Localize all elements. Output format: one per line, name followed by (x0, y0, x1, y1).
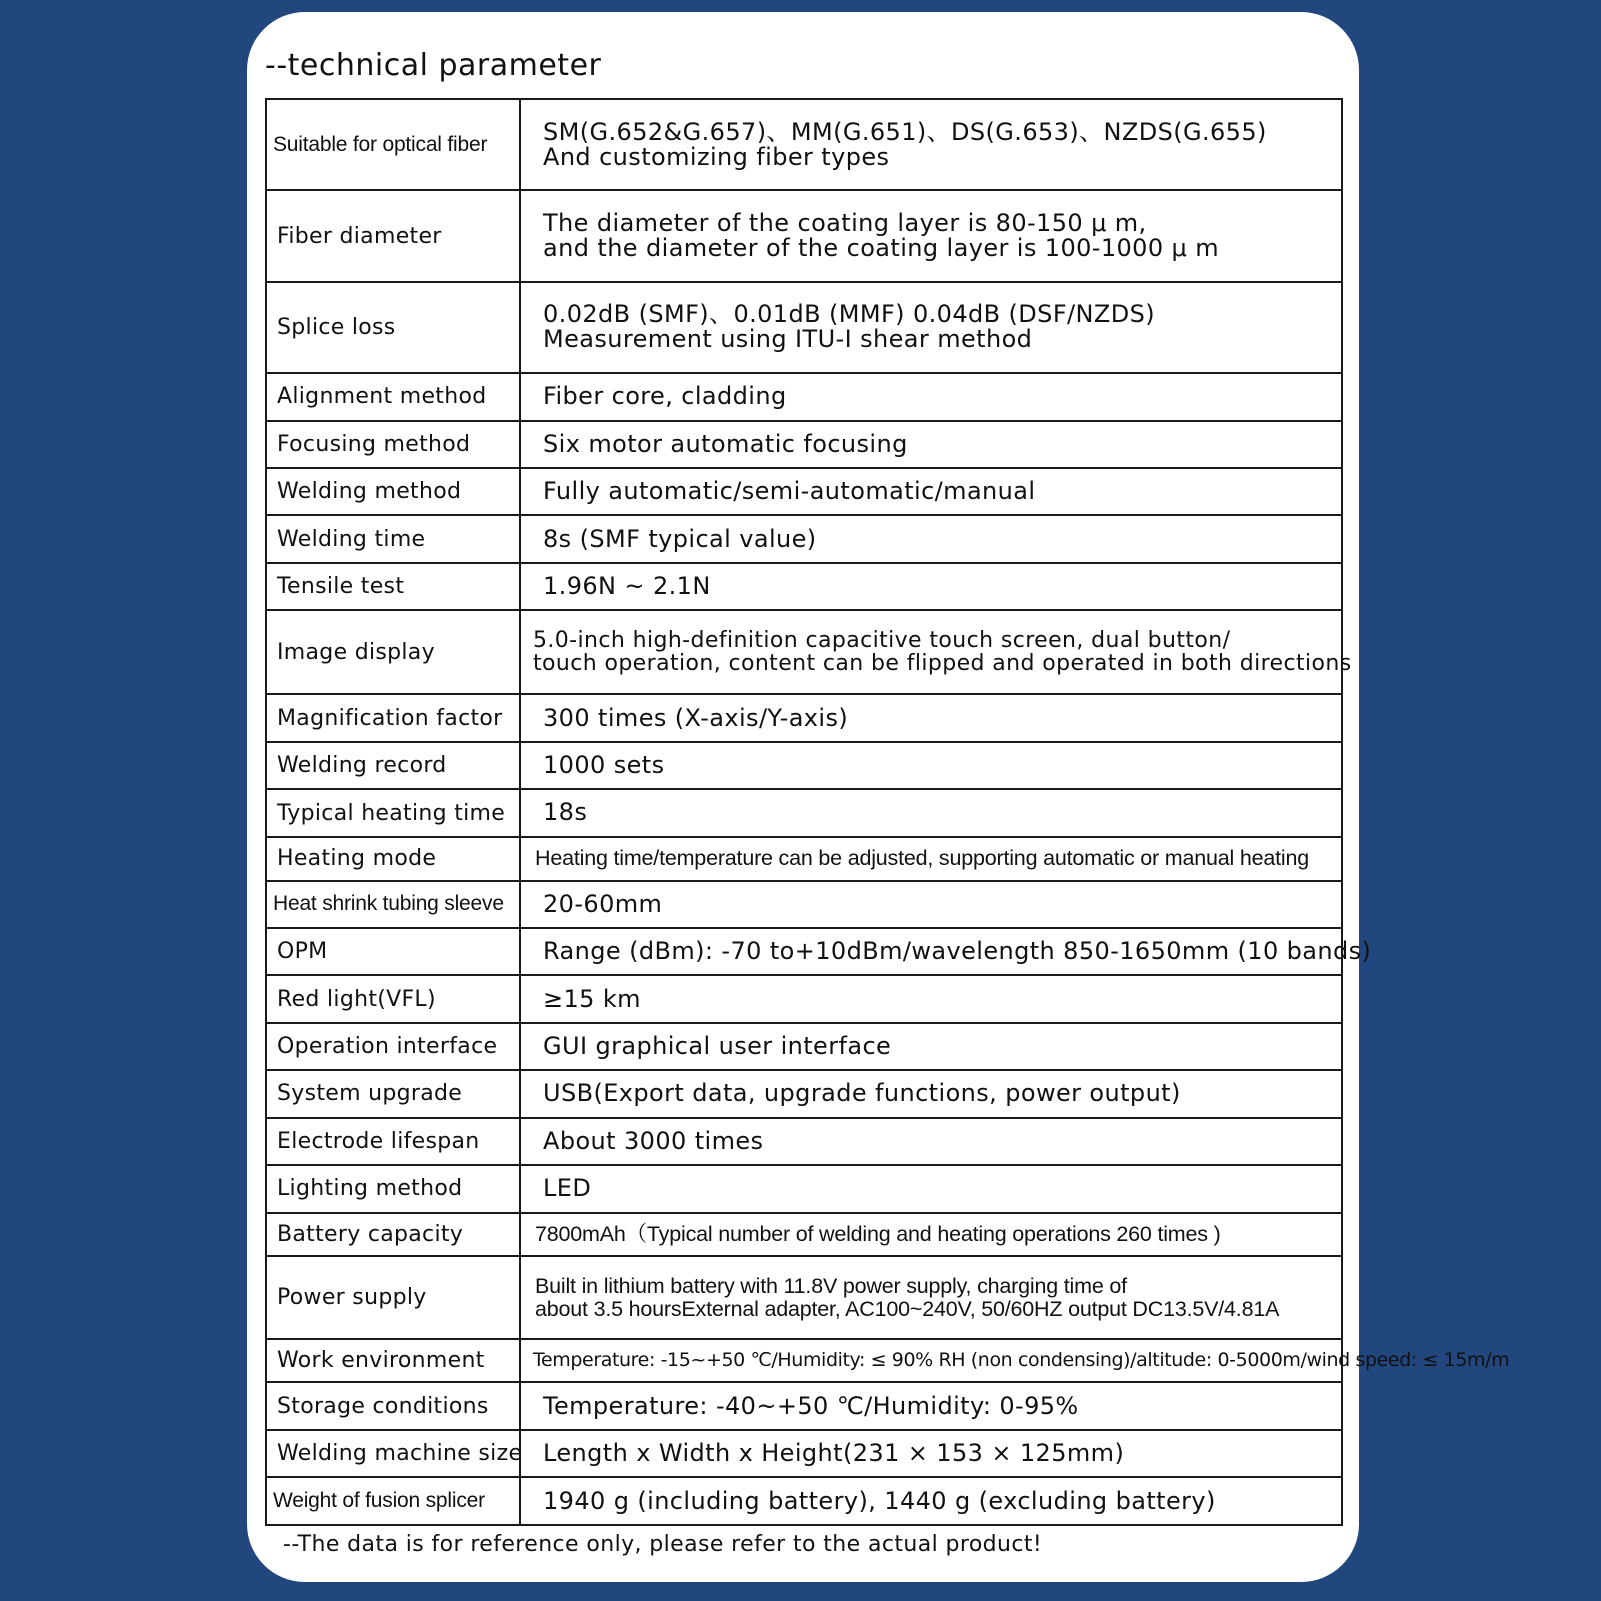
spec-value (520, 1118, 1342, 1165)
spec-label: Tensile test (266, 563, 520, 610)
spec-value-line: touch operation, content can be flipped and operated in both directions (533, 651, 1352, 677)
spec-row (266, 99, 1342, 190)
disclaimer-note: --The data is for reference only, please refer to the actual product! (283, 1532, 1043, 1557)
spec-value-line: 7800mAh（Typical number of welding and heating operations 260 times ) (535, 1222, 1221, 1247)
spec-value-line: The diameter of the coating layer is 80-150 μ m, (543, 208, 1147, 237)
spec-value (520, 694, 1342, 741)
spec-label: Welding method (266, 468, 520, 515)
spec-row (266, 563, 1342, 610)
spec-row (266, 421, 1342, 468)
spec-label: Red light(VFL) (266, 975, 520, 1022)
spec-value (520, 99, 1342, 190)
spec-value-line: About 3000 times (543, 1126, 764, 1155)
spec-row (266, 1430, 1342, 1477)
spec-label: Power supply (266, 1256, 520, 1338)
spec-value (520, 1165, 1342, 1212)
spec-label: Welding machine size (266, 1430, 520, 1477)
spec-label: Welding time (266, 515, 520, 562)
spec-row (266, 1382, 1342, 1429)
spec-value-line: Range (dBm): -70 to+10dBm/wavelength 850-1650mm (10 bands) (543, 937, 1372, 966)
spec-value-line: 18s (543, 798, 588, 827)
spec-value (520, 610, 1352, 694)
spec-value-line: 1.96N ~ 2.1N (543, 572, 711, 601)
spec-value (520, 1430, 1342, 1477)
spec-row (266, 1023, 1342, 1070)
spec-value (520, 881, 1342, 928)
spec-value (520, 515, 1342, 562)
spec-row (266, 881, 1342, 928)
spec-label: Typical heating time (266, 789, 520, 836)
spec-label: Heat shrink tubing sleeve (266, 881, 520, 928)
spec-row (266, 1339, 1342, 1383)
spec-label: Heating mode (266, 837, 520, 881)
spec-value (520, 282, 1342, 373)
spec-label: OPM (266, 928, 520, 975)
spec-value (520, 1339, 1510, 1383)
spec-value (520, 563, 1342, 610)
spec-row (266, 610, 1342, 694)
spec-row (266, 468, 1342, 515)
spec-row (266, 1256, 1342, 1338)
spec-label: Splice loss (266, 282, 520, 373)
spec-table (265, 98, 1510, 1526)
spec-value-line: Fiber core, cladding (543, 382, 787, 411)
spec-label: Battery capacity (266, 1213, 520, 1257)
spec-value-line: SM(G.652&G.657)、MM(G.651)、DS(G.653)、NZDS(G.655) (543, 117, 1267, 146)
spec-label: Storage conditions (266, 1382, 520, 1429)
spec-row (266, 1477, 1342, 1525)
spec-value (520, 190, 1342, 281)
spec-value (520, 1023, 1342, 1070)
spec-value (520, 1382, 1342, 1429)
spec-value-line: 300 times (X-axis/Y-axis) (543, 703, 849, 732)
spec-value-line: Fully automatic/semi-automatic/manual (543, 477, 1036, 506)
spec-value-line: 0.02dB (SMF)、0.01dB (MMF) 0.04dB (DSF/NZDS) (543, 300, 1155, 329)
section-heading: --technical parameter (265, 48, 602, 83)
spec-value-line: 1940 g (including battery), 1440 g (excluding battery) (543, 1486, 1216, 1515)
spec-row (266, 789, 1342, 836)
spec-row (266, 975, 1342, 1022)
spec-label: Welding record (266, 742, 520, 789)
spec-value-line: Length x Width x Height(231 × 153 × 125mm) (543, 1438, 1125, 1467)
spec-value-line: about 3.5 hoursExternal adapter, AC100~240V, 50/60HZ output DC13.5V/4.81A (535, 1296, 1280, 1321)
spec-value-line: Heating time/temperature can be adjusted, supporting automatic or manual heating (535, 846, 1309, 871)
spec-label: Electrode lifespan (266, 1118, 520, 1165)
spec-value-line: 20-60mm (543, 889, 663, 918)
spec-value-line: LED (543, 1174, 592, 1203)
spec-value-line: Six motor automatic focusing (543, 429, 908, 458)
spec-label: Lighting method (266, 1165, 520, 1212)
spec-value (520, 789, 1342, 836)
spec-row (266, 1070, 1342, 1117)
spec-value-line: And customizing fiber types (543, 142, 890, 171)
spec-value-line: USB(Export data, upgrade functions, power output) (543, 1079, 1181, 1108)
spec-row (266, 282, 1342, 373)
spec-row (266, 373, 1342, 420)
spec-value-line: Temperature: -15~+50 ℃/Humidity: ≤ 90% RH (non condensing)/altitude: 0-5000m/wind speed: ≤ 15m/m (533, 1348, 1510, 1371)
spec-value (520, 837, 1342, 881)
spec-label: Weight of fusion splicer (266, 1477, 520, 1525)
spec-value-line: GUI graphical user interface (543, 1031, 892, 1060)
spec-value (520, 1256, 1342, 1338)
spec-value (520, 928, 1372, 975)
spec-value-line: 5.0-inch high-definition capacitive touch screen, dual button/ (533, 628, 1231, 654)
spec-card (247, 12, 1510, 1582)
spec-value (520, 421, 1342, 468)
spec-value (520, 1477, 1342, 1525)
spec-row (266, 928, 1342, 975)
spec-value-line: Temperature: -40~+50 ℃/Humidity: 0-95% (543, 1391, 1079, 1420)
spec-value (520, 1213, 1342, 1257)
spec-row (266, 1213, 1342, 1257)
spec-row (266, 694, 1342, 741)
spec-value (520, 742, 1342, 789)
spec-label: Image display (266, 610, 520, 694)
spec-value-line: and the diameter of the coating layer is 100-1000 μ m (543, 234, 1220, 263)
spec-label: Suitable for optical fiber (266, 99, 520, 190)
spec-label: Work environment (266, 1339, 520, 1383)
spec-value-line: Measurement using ITU-I shear method (543, 325, 1033, 354)
spec-value (520, 1070, 1342, 1117)
spec-row (266, 190, 1342, 281)
spec-row (266, 1118, 1342, 1165)
spec-row (266, 837, 1342, 881)
spec-value-line: ≥15 km (543, 984, 641, 1013)
spec-row (266, 742, 1342, 789)
spec-label: System upgrade (266, 1070, 520, 1117)
spec-label: Magnification factor (266, 694, 520, 741)
spec-value (520, 975, 1342, 1022)
spec-value (520, 468, 1342, 515)
spec-label: Alignment method (266, 373, 520, 420)
spec-label: Focusing method (266, 421, 520, 468)
spec-label: Operation interface (266, 1023, 520, 1070)
spec-row (266, 515, 1342, 562)
spec-label: Fiber diameter (266, 190, 520, 281)
spec-value-line: 1000 sets (543, 751, 665, 780)
spec-value (520, 373, 1342, 420)
spec-value-line: Built in lithium battery with 11.8V power supply, charging time of (535, 1273, 1127, 1298)
spec-value-line: 8s (SMF typical value) (543, 524, 817, 553)
spec-row (266, 1165, 1342, 1212)
